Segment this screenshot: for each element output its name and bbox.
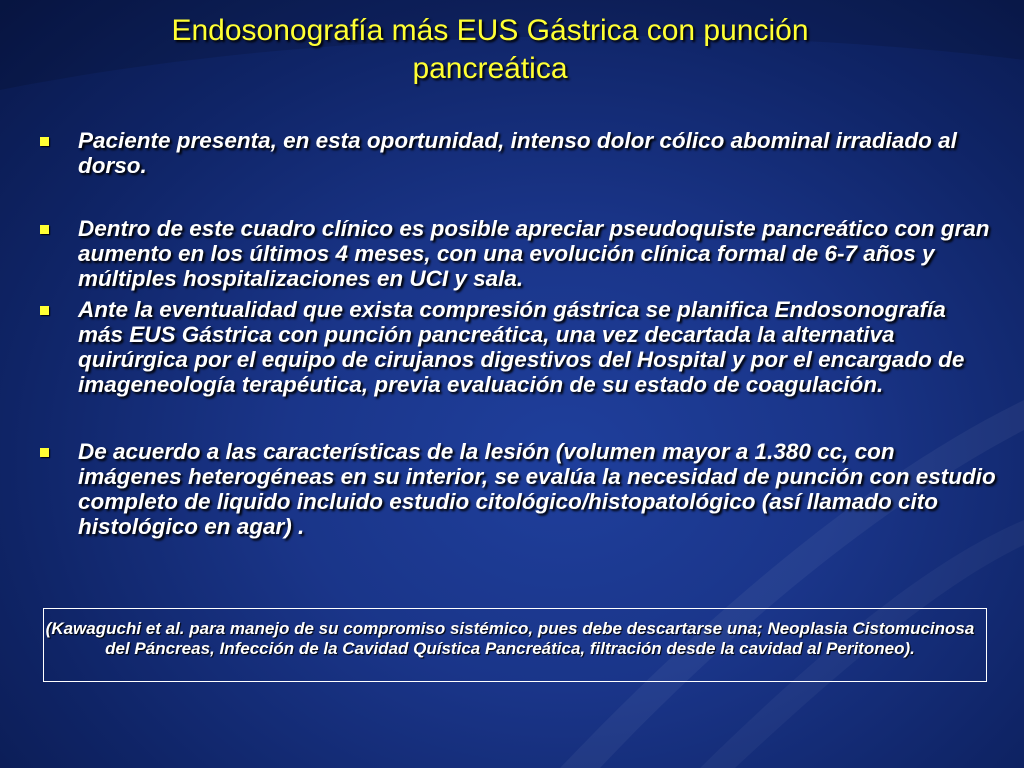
bullet-list (36, 128, 996, 539)
square-bullet-icon (40, 225, 49, 234)
bullet-item (36, 216, 996, 291)
bullet-item (36, 128, 996, 178)
bullet-text: Paciente presenta, en esta oportunidad, intenso dolor cólico abominal irradiado al dorso. (78, 128, 957, 178)
square-bullet-icon (40, 137, 49, 146)
bullet-text: Dentro de este cuadro clínico es posible apreciar pseudoquiste pancreático con gran aumento en los últimos 4 meses, con una evolución clínica formal de 6-7 años y múltiples hospitalizaciones en UCI y sala. (78, 216, 990, 291)
reference-note-text: (Kawaguchi et al. para manejo de su compromiso sistémico, pues debe descartarse una; Neoplasia Cistomucinosa del Páncreas, Infección de la Cavidad Quística Pancreática, filtración desde la cavidad al Peritoneo). (45, 619, 975, 658)
slide-title: Endosonografía más EUS Gástrica con punción pancreática (171, 14, 809, 85)
bullet-item (36, 439, 996, 539)
bullet-item (36, 297, 996, 397)
square-bullet-icon (40, 448, 49, 457)
bullet-text: De acuerdo a las características de la lesión (volumen mayor a 1.380 cc, con imágenes heterogéneas en su interior, se evalúa la necesidad de punción con estudio completo de liquido incluido estudio citológico/histopatológico (así llamado cito histológico en agar) . (78, 439, 996, 539)
bullet-text: Ante la eventualidad que exista compresión gástrica se planifica Endosonografía más EUS Gástrica con punción pancreática, una vez decartada la alternativa quirúrgica por el equipo de cirujanos digestivos del Hospital y por el encargado de imageneología terapéutica, previa evaluación de su estado de coagulación. (78, 297, 965, 397)
square-bullet-icon (40, 306, 49, 315)
